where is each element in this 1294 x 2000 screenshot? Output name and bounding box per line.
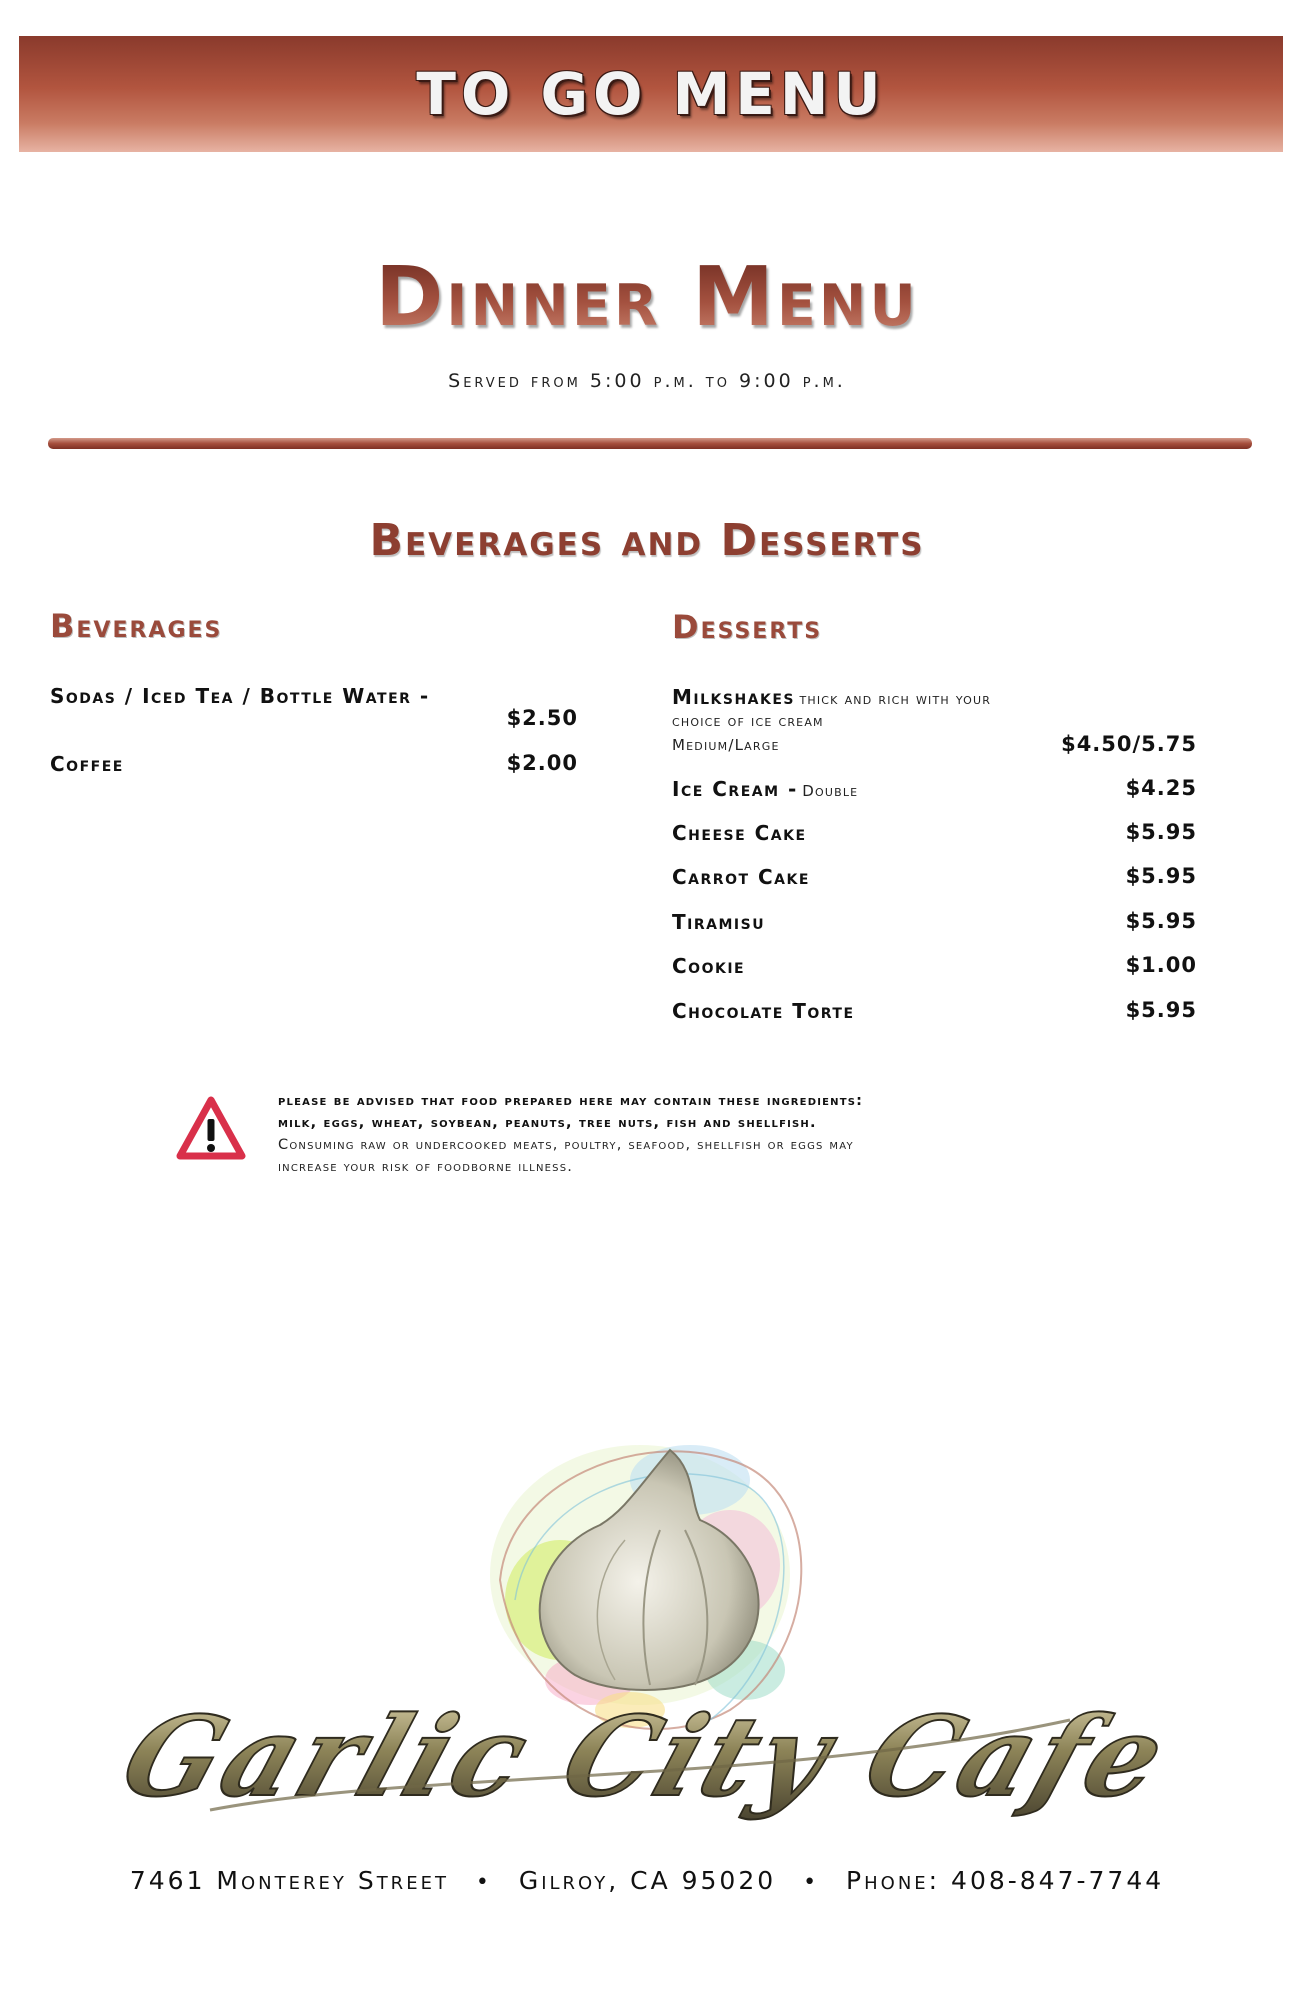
menu-item-price: $4.25 [1125,776,1197,800]
footer-phone: Phone: 408-847-7744 [846,1866,1165,1895]
menu-item-description: choice of ice cream [672,712,824,730]
section-title: Beverages and Desserts [369,515,925,566]
beverages-heading: Beverages [50,607,223,645]
menu-item-price: $4.50/5.75 [1061,732,1197,756]
divider [48,438,1252,449]
footer-contact [0,1866,1294,1895]
notice-line: increase your risk of foodborne illness. [278,1159,574,1175]
page-title: Dinner Menu [0,250,1294,345]
footer-separator: • [803,1870,820,1895]
menu-item-price: $2.50 [506,706,578,730]
allergen-notice [278,1090,1158,1178]
menu-item-name: Tiramisu [672,910,766,934]
menu-item-price: $5.95 [1125,909,1197,933]
menu-item-name: Ice Cream - [672,777,798,801]
menu-item-note: Double [802,782,859,800]
notice-line: milk, eggs, wheat, soybean, peanuts, tree nuts, fish and shellfish. [278,1115,817,1131]
menu-item-size: Medium/Large [672,736,780,754]
desserts-heading: Desserts [672,608,823,646]
served-hours: Served from 5:00 p.m. to 9:00 p.m. [448,370,846,392]
menu-item-price: $5.95 [1125,998,1197,1022]
garlic-icon [490,1445,801,1729]
garlic-city-cafe-logo [107,1390,1185,1850]
banner-title: TO GO MENU [416,60,886,128]
menu-item-price: $5.95 [1125,820,1197,844]
menu-item-price: $1.00 [1125,953,1197,977]
menu-item-name: Milkshakes [672,685,796,709]
menu-item-name: Carrot Cake [672,865,810,889]
menu-item-price: $5.95 [1125,864,1197,888]
menu-item-name: Coffee [50,752,124,776]
milkshakes-item [672,685,991,709]
icecream-item [672,777,858,801]
footer-city: Gilroy, CA 95020 [518,1866,777,1895]
menu-item-name: Sodas / Iced Tea / Bottle Water - [50,684,430,708]
to-go-banner [19,36,1283,152]
menu-item-price: $2.00 [506,751,578,775]
menu-item-description: thick and rich with your [799,690,992,708]
notice-line: Consuming raw or undercooked meats, poultry, seafood, shellfish or eggs may [278,1137,854,1153]
footer-separator: • [475,1870,492,1895]
menu-item-name: Chocolate Torte [672,999,855,1023]
footer-address: 7461 Monterey Street [129,1866,449,1895]
menu-item-name: Cookie [672,954,746,978]
notice-line: please be advised that food prepared here may contain these ingredients: [278,1093,864,1109]
menu-item-name: Cheese Cake [672,821,807,845]
warning-icon [176,1095,246,1161]
logo-wordmark: Garlic City Cafe [107,1691,1185,1822]
